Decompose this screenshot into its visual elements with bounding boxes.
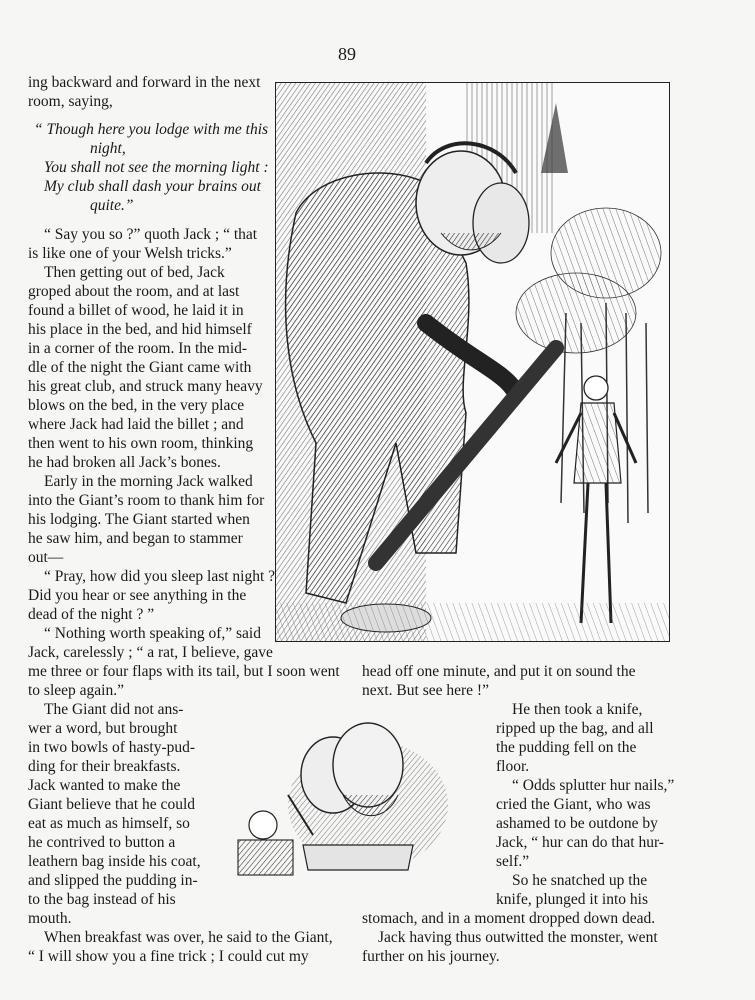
text-line: further on his journey. [362,948,500,965]
text-line: Then getting out of bed, Jack [44,264,225,281]
text-line: Jack wanted to make the [28,777,181,794]
text-line: head off one minute, and put it on sound the [362,663,636,680]
page-number: 89 [338,44,356,64]
text-line: “ Pray, how did you sleep last night ? [44,568,276,585]
text-line: When breakfast was over, he said to the Giant, [44,929,333,946]
text-line: in two bowls of hasty-pud- [28,739,196,756]
text-line: blows on the bed, in the very place [28,397,245,414]
text-line: eat as much as himself, so [28,815,190,832]
text-line: floor. [496,758,530,775]
text-line: his place in the bed, and hid himself [28,321,252,338]
text-line: dle of the night the Giant came with [28,359,252,376]
text-line: he saw him, and began to stammer [28,530,243,547]
text-line: “ Nothing worth speaking of,” said [44,625,261,642]
text-line: “ Odds splutter hur nails,” [512,777,675,794]
text-line: Did you hear or see anything in the [28,587,247,604]
text-line: he had broken all Jack’s bones. [28,454,221,471]
text-line: Jack, “ hur can do that hur- [496,834,664,851]
giant-and-jack-engraving [275,82,670,642]
text-line: ripped up the bag, and all [496,720,654,737]
text-line: to the bag instead of his [28,891,176,908]
verse-line: My club shall dash your brains out [44,178,261,195]
text-line: “ I will show you a fine trick ; I could cut my [28,948,309,965]
text-line: self.” [496,853,530,870]
verse-line: “ Though here you lodge with me this [34,121,269,138]
text-line: He then took a knife, [512,701,643,718]
verse-line: quite.” [90,197,134,214]
text-line: leathern bag inside his coat, [28,853,201,870]
text-line: The Giant did not ans- [44,701,184,718]
text-line: his great club, and struck many heavy [28,378,263,395]
verse-line: You shall not see the morning light : [44,159,269,176]
text-line: room, saying, [28,93,113,110]
text-line: So he snatched up the [512,872,648,889]
text-line: into the Giant’s room to thank him for [28,492,265,509]
text-line: his lodging. The Giant started when [28,511,250,528]
text-line: wer a word, but brought [28,720,178,737]
text-line: Giant believe that he could [28,796,195,813]
text-line: ing backward and forward in the next [28,74,261,91]
text-line: Early in the morning Jack walked [44,473,253,490]
text-line: ashamed to be outdone by [496,815,658,832]
text-line: knife, plunged it into his [496,891,648,908]
text-line: Jack having thus outwitted the monster, went [378,929,658,946]
text-line: next. But see here !” [362,682,489,699]
text-line: Jack, carelessly ; “ a rat, I believe, gave [28,644,273,661]
giant-breakfast-engraving [218,705,476,885]
text-line: stomach, and in a moment dropped down dead. [362,910,656,927]
text-line: found a billet of wood, he laid it in [28,302,244,319]
text-line: where Jack had laid the billet ; and [28,416,244,433]
text-line: dead of the night ? ” [28,606,155,623]
text-line: is like one of your Welsh tricks.” [28,245,232,262]
text-line: in a corner of the room. In the mid- [28,340,248,357]
text-line: to sleep again.” [28,682,124,699]
verse-line: night, [90,140,126,157]
text-line: out— [28,549,64,566]
text-line: me three or four flaps with its tail, but I soon went [28,663,340,680]
text-line: he contrived to button a [28,834,176,851]
text-line: cried the Giant, who was [496,796,651,813]
text-line: and slipped the pudding in- [28,872,198,889]
text-line: groped about the room, and at last [28,283,240,300]
text-line: ding for their breakfasts. [28,758,181,775]
text-line: the pudding fell on the [496,739,637,756]
text-line: then went to his own room, thinking [28,435,254,452]
text-line: mouth. [28,910,72,927]
text-line: “ Say you so ?” quoth Jack ; “ that [44,226,258,243]
